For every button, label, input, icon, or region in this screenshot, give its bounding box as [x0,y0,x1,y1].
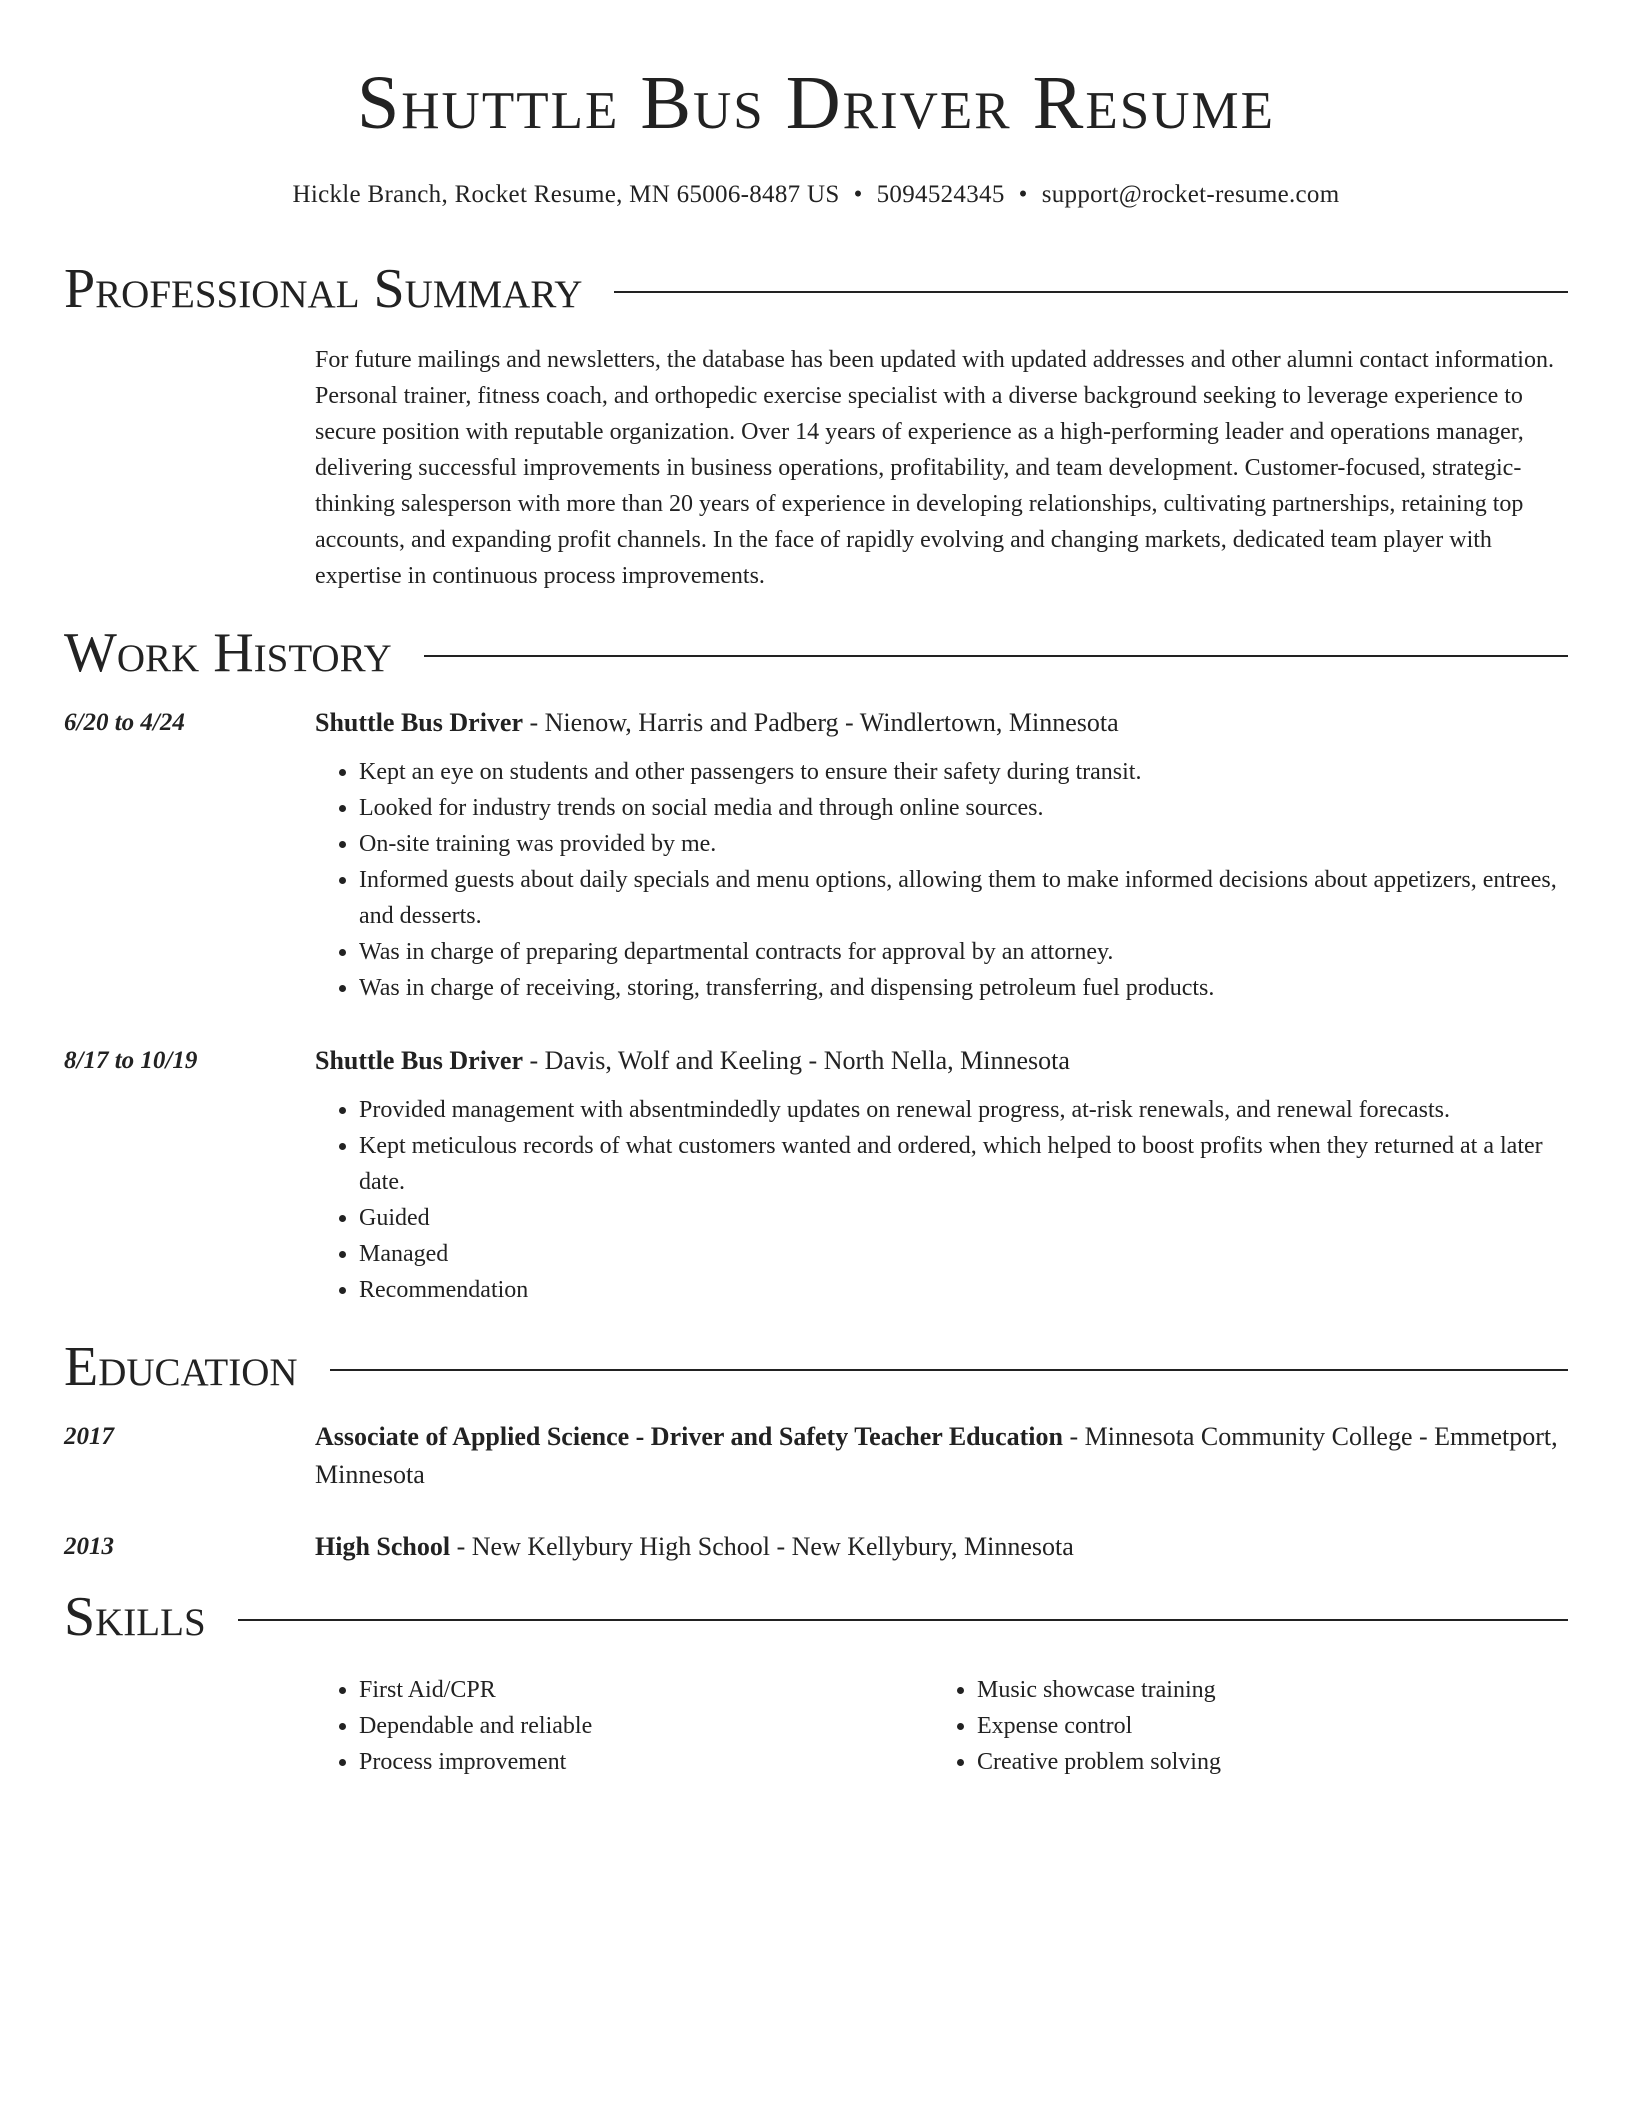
job-role: Shuttle Bus Driver [315,708,523,737]
skills-section-header [64,1584,1568,1650]
skills-section-title: Skills [64,1586,206,1648]
summary-section-header [64,256,1568,322]
resume-title: Shuttle Bus Driver Resume [357,61,1275,145]
job-entry [64,1042,1568,1308]
work-section-header [64,620,1568,686]
list-item: • Kept meticulous records of what customers wanted and ordered, which helped to boost profits when they returned at a later date. [359,1128,1568,1200]
job-entry [64,704,1568,1006]
list-item: • On-site training was provided by me. [359,826,1568,862]
list-item: • Guided [359,1200,1568,1236]
education-section-header [64,1334,1568,1400]
job-details [315,704,1568,1006]
summary-text: For future mailings and newsletters, the database has been updated with updated addresses and other alumni contact information. Personal trainer, fitness coach, and orthopedic exercise specialist with a diverse background seeking to leverage experience to secure position with reputable organization. Over 14 years of experience as a high-performing leader and operations manager, delivering successful improvements in business operations, profitability, and team development. Customer-focused, strategic-thinking salesperson with more than 20 years of experience in developing relationships, cultivating partnerships, retaining top accounts, and expanding profit channels. In the face of rapidly evolving and changing markets, dedicated team player with expertise in continuous process improvements. [315,347,1554,589]
summary-section-title: Professional Summary [64,258,583,320]
list-item: • Expense control [977,1708,1221,1744]
list-item: • Creative problem solving [977,1744,1221,1780]
skills-column-left [315,1672,933,1780]
list-item: • Was in charge of receiving, storing, transferring, and dispensing petroleum fuel products. [359,970,1568,1006]
contact-separator: • [853,181,863,208]
contact-email[interactable]: support@rocket-resume.com [1041,181,1340,208]
section-divider [330,1369,1568,1371]
education-degree: Associate of Applied Science - Driver and Safety Teacher Education [315,1422,1063,1451]
education-details [315,1528,1568,1566]
contact-separator: • [1018,181,1028,208]
list-item: • Music showcase training [977,1672,1221,1708]
job-role: Shuttle Bus Driver [315,1046,523,1075]
list-item: • Process improvement [359,1744,933,1780]
job-details [315,1042,1568,1308]
job-employer: - Nienow, Harris and Padberg - Windlertown, Minnesota [523,708,1119,737]
section-divider [424,655,1568,657]
education-year: 2017 [64,1423,114,1450]
skills-list [315,1672,1568,1780]
education-entry [64,1418,1568,1494]
section-divider [614,291,1568,293]
list-item: • Kept an eye on students and other passengers to ensure their safety during transit. [359,754,1568,790]
education-year: 2013 [64,1533,114,1560]
list-item: • Recommendation [359,1272,1568,1308]
contact-address: Hickle Branch, Rocket Resume, MN 65006-8487 US [292,181,840,208]
education-details [315,1418,1568,1494]
job-heading [315,704,1568,742]
list-item: • First Aid/CPR [359,1672,933,1708]
list-item: • Was in charge of preparing departmental contracts for approval by an attorney. [359,934,1568,970]
skills-column-right [933,1672,1221,1780]
list-item: • Informed guests about daily specials and menu options, allowing them to make informed decisions about appetizers, entrees, and desserts. [359,862,1568,934]
contact-phone: 5094524345 [876,181,1005,208]
education-degree: High School [315,1532,451,1561]
list-item: • Managed [359,1236,1568,1272]
job-dates: 8/17 to 10/19 [64,1047,198,1074]
job-heading [315,1042,1568,1080]
list-item: • Provided management with absentmindedly updates on renewal progress, at-risk renewals, and renewal forecasts. [359,1092,1568,1128]
job-employer: - Davis, Wolf and Keeling - North Nella, Minnesota [523,1046,1070,1075]
section-divider [238,1619,1568,1621]
education-school: - New Kellybury High School - New Kellybury, Minnesota [450,1532,1074,1561]
job-bullet-list [315,1092,1568,1308]
work-section-title: Work History [64,622,392,684]
contact-line [64,178,1568,212]
list-item: • Dependable and reliable [359,1708,933,1744]
education-section-title: Education [64,1336,298,1398]
job-bullet-list [315,754,1568,1006]
education-school: - Minnesota Community College - Emmetport, Minnesota [315,1422,1558,1489]
list-item: • Looked for industry trends on social media and through online sources. [359,790,1568,826]
education-entry [64,1528,1568,1566]
job-dates: 6/20 to 4/24 [64,709,185,736]
